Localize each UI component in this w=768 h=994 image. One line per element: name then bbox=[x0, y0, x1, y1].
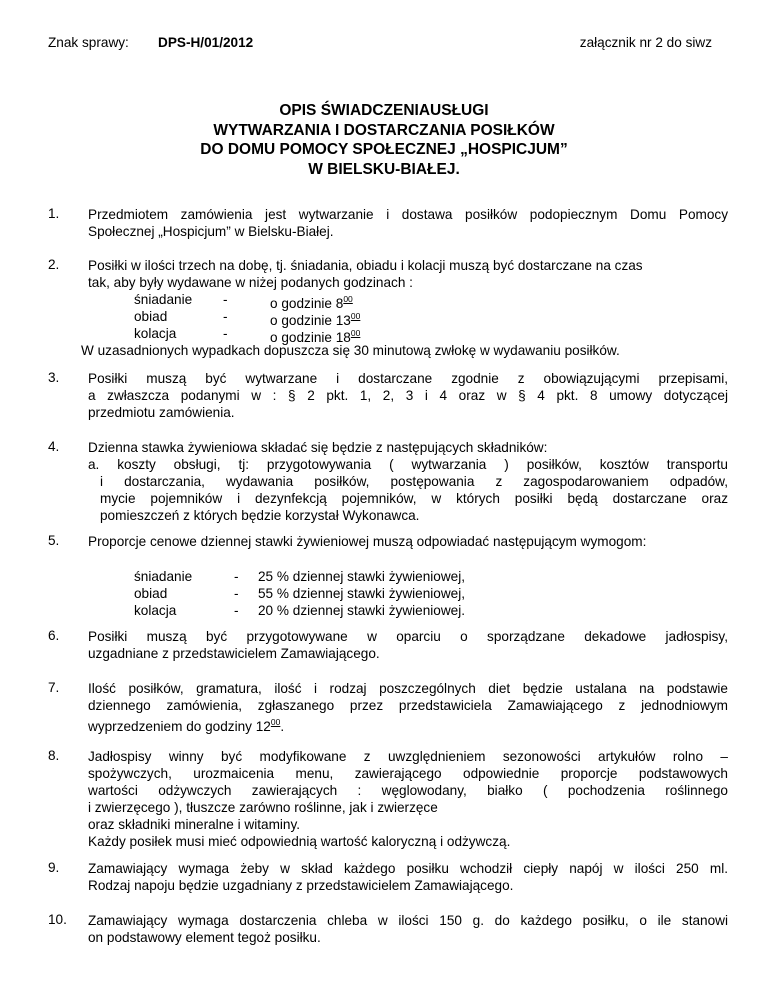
item-text: i dostarczania, wydawania posiłków, postępowania z zagospodarowaniem odpadów, bbox=[100, 474, 728, 489]
item-text: uzgadniane z przedstawicielem Zamawiającego. bbox=[88, 646, 380, 661]
item-text: a zwłaszcza podanymi w : § 2 pkt. 1, 2, 3 i 4 oraz w § 4 pkt. 8 umowy dotyczącej bbox=[88, 388, 728, 403]
case-label: Znak sprawy: bbox=[48, 35, 129, 50]
dash: - bbox=[234, 586, 239, 601]
item-text: Proporcje cenowe dziennej stawki żywieniowej muszą odpowiadać następującym wymogom: bbox=[88, 534, 647, 549]
item-text: Każdy posiłek musi mieć odpowiednią wartość kaloryczną i odżywczą. bbox=[88, 834, 511, 849]
title-line: W BIELSKU-BIAŁEJ. bbox=[308, 160, 460, 178]
dash: - bbox=[223, 309, 228, 324]
item-text: Rodzaj napoju będzie uzgadniany z przedstawicielem Zamawiającego. bbox=[88, 878, 514, 893]
meal-name: kolacja bbox=[134, 326, 177, 341]
schedule-row bbox=[88, 291, 728, 311]
meal-name: kolacja bbox=[134, 603, 177, 618]
meal-share: 25 % dziennej stawki żywieniowej, bbox=[258, 569, 466, 584]
item-text: Zamawiający wymaga dostarczenia chleba w ilości 150 g. do każdego posiłku, o ile stanowi bbox=[88, 913, 728, 928]
item-text: Dzienna stawka żywieniowa składać się będzie z następujących składników: bbox=[88, 440, 548, 455]
meal-share: 55 % dziennej stawki żywieniowej, bbox=[258, 586, 466, 601]
item-number: 3. bbox=[48, 370, 60, 385]
item-text: tak, aby były wydawane w niżej podanych godzinach : bbox=[88, 275, 413, 290]
attachment-label: załącznik nr 2 do siwz bbox=[579, 35, 712, 50]
dash: - bbox=[223, 292, 228, 307]
dash: - bbox=[223, 326, 228, 341]
meal-name: obiad bbox=[134, 309, 168, 324]
proportion-row bbox=[88, 602, 728, 619]
meal-share: 20 % dziennej stawki żywieniowej. bbox=[258, 603, 466, 618]
meal-name: obiad bbox=[134, 586, 168, 601]
dash: - bbox=[234, 569, 239, 584]
meal-name: śniadanie bbox=[134, 292, 193, 307]
proportion-row bbox=[88, 568, 728, 585]
meal-time: o godzinie $18^{00}$ bbox=[270, 328, 361, 345]
item-text: Posiłki muszą być przygotowywane w oparciu o sporządzane dekadowe jadłospisy, bbox=[88, 629, 728, 644]
item-text: oraz składniki mineralne i witaminy. bbox=[88, 817, 301, 832]
title-line: DO DOMU POMOCY SPOŁECZNEJ „HOSPICJUM” bbox=[200, 141, 568, 158]
item-text: wyprzedzeniem do godziny $12^{00}$. bbox=[88, 717, 285, 734]
item-number: 9. bbox=[48, 860, 60, 875]
item-text: Zamawiający wymaga żeby w skład każdego posiłku wchodził ciepły napój w ilości 250 ml. bbox=[88, 861, 728, 876]
item-text: Jadłospisy winny być modyfikowane z uwzględnieniem sezonowości artykułów rolno – bbox=[88, 749, 728, 764]
item-number: 10. bbox=[48, 912, 67, 927]
meal-name: śniadanie bbox=[134, 569, 193, 584]
case-number: DPS-H/01/2012 bbox=[158, 35, 254, 50]
item-text: Przedmiotem zamówienia jest wytwarzanie i dostawa posiłków podopiecznym Domu Pomocy bbox=[88, 207, 728, 222]
proportion-row bbox=[88, 585, 728, 602]
item-number: 6. bbox=[48, 628, 60, 643]
schedule-row bbox=[88, 308, 728, 328]
item-text: i zwierzęcego ), tłuszcze zarówno roślinne, jak i zwierzęce bbox=[88, 800, 438, 815]
item-text: Ilość posiłków, gramatura, ilość i rodzaj poszczególnych diet będzie ustalana na podstawie bbox=[88, 681, 728, 696]
item-number: 8. bbox=[48, 748, 60, 763]
schedule-row bbox=[88, 325, 728, 345]
item-text: a. koszty obsługi, tj: przygotowywania ( wytwarzania ) posiłków, kosztów transportu bbox=[88, 457, 728, 472]
document-title bbox=[0, 101, 768, 179]
item-text: mycie pojemników i dezynfekcją pojemników, w których posiłki będą dostarczane oraz bbox=[100, 491, 728, 506]
item-text: przedmiotu zamówienia. bbox=[88, 405, 235, 420]
title-line: OPIS ŚWIADCZENIAUSŁUGI bbox=[279, 102, 489, 119]
title-line: WYTWARZANIA I DOSTARCZANIA POSIŁKÓW bbox=[213, 121, 555, 139]
item-text: Społecznej „Hospicjum” w Bielsku-Białej. bbox=[88, 224, 334, 239]
item-number: 4. bbox=[48, 439, 60, 454]
item-text: spożywczych, urozmaicenia menu, zawierającego odpowiednie proporcje podstawowych bbox=[88, 766, 728, 781]
item-number: 1. bbox=[48, 206, 60, 221]
meal-time: o godzinie $13^{00}$ bbox=[270, 311, 361, 328]
item-text: W uzasadnionych wypadkach dopuszcza się 30 minutową zwłokę w wydawaniu posiłków. bbox=[81, 343, 620, 358]
dash: - bbox=[234, 603, 239, 618]
item-number: 2. bbox=[48, 257, 60, 272]
item-number: 7. bbox=[48, 680, 60, 695]
item-number: 5. bbox=[48, 533, 60, 548]
item-text: dziennego zamówienia, zgłaszanego przez przedstawiciela Zamawiającego z jednodniowym bbox=[88, 698, 728, 713]
item-text: Posiłki muszą być wytwarzane i dostarczane zgodnie z obowiązującymi przepisami, bbox=[88, 371, 728, 386]
item-text: Posiłki w ilości trzech na dobę, tj. śniadania, obiadu i kolacji muszą być dostarczane na czas bbox=[88, 258, 643, 273]
meal-time: o godzinie $8^{00}$ bbox=[270, 294, 353, 311]
item-text: wartości odżywczych zawierających : węglowodany, białko ( pochodzenia roślinnego bbox=[88, 783, 728, 798]
item-text: pomieszczeń z których będzie korzystał Wykonawca. bbox=[100, 508, 420, 523]
item-text: on podstawowy element tegoż posiłku. bbox=[88, 930, 321, 945]
